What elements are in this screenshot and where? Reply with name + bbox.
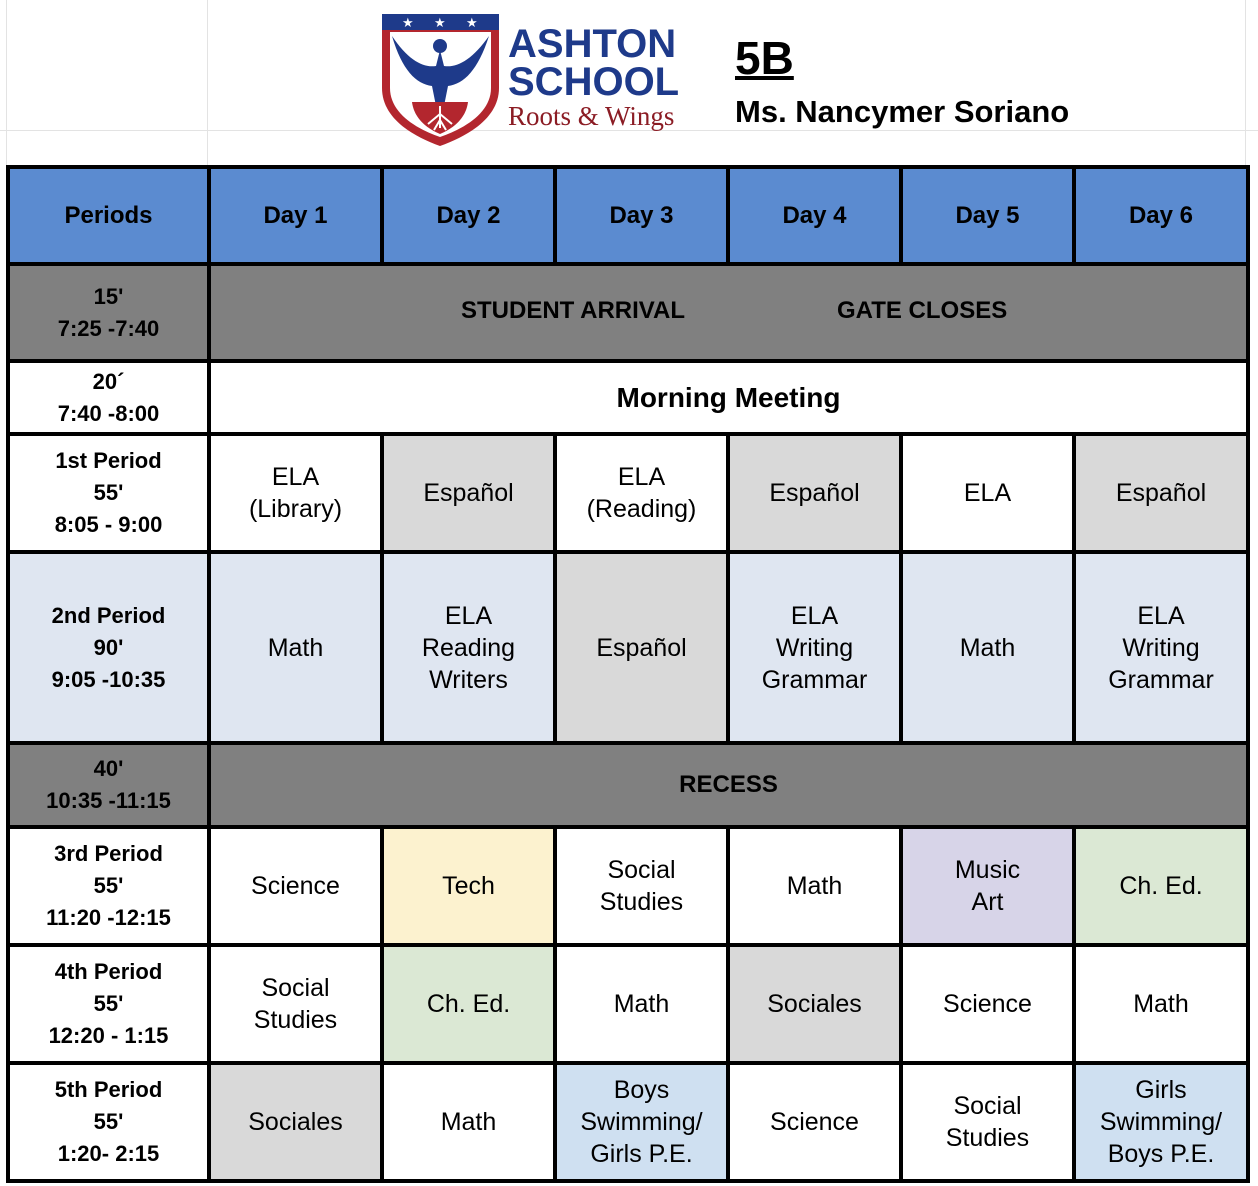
class-line: Science [943,990,1032,1018]
class-line: Social [953,1092,1022,1120]
class-line: Writing [1122,633,1200,662]
class-cell [901,945,1074,1063]
class-cell [555,434,728,552]
class-line: Music [954,856,1021,884]
period-time: 9:05 -10:35 [51,666,166,692]
arrival-row [8,264,1248,361]
class-cell [382,945,555,1063]
header-day-5: Day 5 [901,167,1074,264]
class-line: Writing [775,633,854,662]
class-line: Ch. Ed. [426,990,511,1018]
period-duration: 90' [93,634,124,660]
meeting-row [8,361,1248,434]
class-line: Math [959,633,1016,662]
class-line: Social [261,974,330,1002]
period-4-label-cell [8,945,209,1063]
period-2-row [8,552,1248,743]
class-line: Math [786,872,843,900]
class-cell [209,945,382,1063]
class-line: Math [440,1108,497,1136]
class-line: Writers [429,665,508,694]
period-name: 1st Period [55,448,162,473]
class-line: Math [613,990,670,1018]
gate-closes-label: GATE CLOSES [837,296,1008,324]
class-line: Studies [253,1006,338,1034]
class-line: Science [770,1108,859,1136]
recess-time-cell [8,743,209,827]
class-cell [555,552,728,743]
class-cell [728,945,901,1063]
class-cell [901,1063,1074,1181]
class-line: Girls P.E. [590,1140,693,1168]
recess-row [8,743,1248,827]
schedule-table [6,165,1250,1183]
arrival-time: 7:25 -7:40 [57,315,160,341]
arrival-duration: 15' [93,283,124,309]
svg-text:★: ★ [402,16,414,31]
period-2-label-cell [8,552,209,743]
recess-banner: RECESS [209,743,1248,827]
class-line: ELA [444,601,493,630]
class-cell [901,552,1074,743]
grid-line [6,0,7,165]
class-cell [555,1063,728,1181]
arrival-banner [209,264,1248,361]
class-line: Español [596,633,687,662]
grid-line [1245,0,1246,165]
class-cell [382,827,555,945]
header-row [8,167,1248,264]
class-line: Grammar [1108,665,1214,694]
class-cell [209,434,382,552]
meeting-time: 7:40 -8:00 [57,400,160,426]
class-line: Español [769,479,860,507]
class-line: ELA [963,479,1012,507]
class-cell [901,434,1074,552]
class-line: Art [971,888,1004,916]
school-logo [378,10,683,150]
school-motto: Roots & Wings [508,101,675,131]
class-line: Science [251,872,340,900]
class-cell [209,552,382,743]
header-day-1: Day 1 [209,167,382,264]
class-line: Sociales [767,990,862,1018]
period-4-row [8,945,1248,1063]
class-line: Ch. Ed. [1119,872,1203,900]
class-cell [1074,552,1248,743]
class-cell [382,1063,555,1181]
class-line: Sociales [248,1108,343,1136]
arrival-time-cell [8,264,209,361]
period-3-row [8,827,1248,945]
period-time: 11:20 -12:15 [46,905,171,930]
class-line: Swimming/ [1099,1108,1223,1136]
recess-duration: 40' [93,756,124,781]
class-line: ELA [617,463,666,491]
school-name-line1: ASHTON [508,22,677,66]
teacher-name: Ms. Nancymer Soriano [735,94,1070,129]
meeting-duration: 20´ [92,368,125,394]
morning-meeting-banner: Morning Meeting [209,361,1248,434]
class-cell [209,1063,382,1181]
period-name: 2nd Period [51,602,166,628]
meeting-time-cell [8,361,209,434]
period-name: 3rd Period [54,841,163,866]
school-name-line2: SCHOOL [508,60,680,104]
class-line: Math [267,633,324,662]
period-5-row [8,1063,1248,1181]
period-5-label-cell [8,1063,209,1181]
class-cell [555,945,728,1063]
class-line: Studies [599,888,684,916]
period-duration: 55' [93,480,124,505]
period-name: 4th Period [54,959,163,984]
period-duration: 55' [93,1109,124,1134]
svg-text:★: ★ [434,16,446,31]
shield-icon [378,10,503,150]
period-time: 8:05 - 9:00 [54,512,163,537]
class-cell [728,552,901,743]
class-line: Swimming/ [580,1108,703,1136]
header-periods: Periods [8,167,209,264]
class-cell [728,1063,901,1181]
class-line: ELA [1137,601,1185,630]
period-1-label-cell [8,434,209,552]
class-line: Boys [613,1076,670,1104]
class-cell [1074,434,1248,552]
class-line: Boys P.E. [1107,1140,1215,1168]
class-cell [728,434,901,552]
class-code: 5B [735,32,794,84]
class-line: ELA [790,601,839,630]
class-line: (Library) [248,495,343,523]
period-name: 5th Period [54,1077,163,1102]
grid-line [207,0,208,165]
period-3-label-cell [8,827,209,945]
recess-time: 10:35 -11:15 [46,788,171,813]
svg-text:★: ★ [466,16,478,31]
class-line: Español [423,479,514,507]
class-cell [555,827,728,945]
header-day-3: Day 3 [555,167,728,264]
class-cell [382,434,555,552]
period-duration: 55' [93,873,124,898]
period-time: 1:20- 2:15 [57,1141,160,1166]
period-1-row [8,434,1248,552]
class-line: Reading [421,633,516,662]
student-arrival-label: STUDENT ARRIVAL [461,296,685,324]
class-cell [728,827,901,945]
class-cell [901,827,1074,945]
class-line: Grammar [761,665,868,694]
class-line: Studies [945,1124,1030,1152]
period-duration: 55' [93,991,124,1016]
period-time: 12:20 - 1:15 [48,1023,169,1048]
header-day-6: Day 6 [1074,167,1248,264]
class-line: (Reading) [586,495,697,523]
class-line: ELA [271,463,320,491]
header-day-2: Day 2 [382,167,555,264]
class-line: Tech [442,872,495,900]
class-line: Social [607,856,676,884]
class-cell [1074,945,1248,1063]
class-cell [382,552,555,743]
class-line: Español [1115,479,1207,507]
class-line: Math [1133,990,1189,1018]
class-cell [209,827,382,945]
header-day-4: Day 4 [728,167,901,264]
class-line: Girls [1135,1076,1187,1104]
class-cell [1074,1063,1248,1181]
class-cell [1074,827,1248,945]
